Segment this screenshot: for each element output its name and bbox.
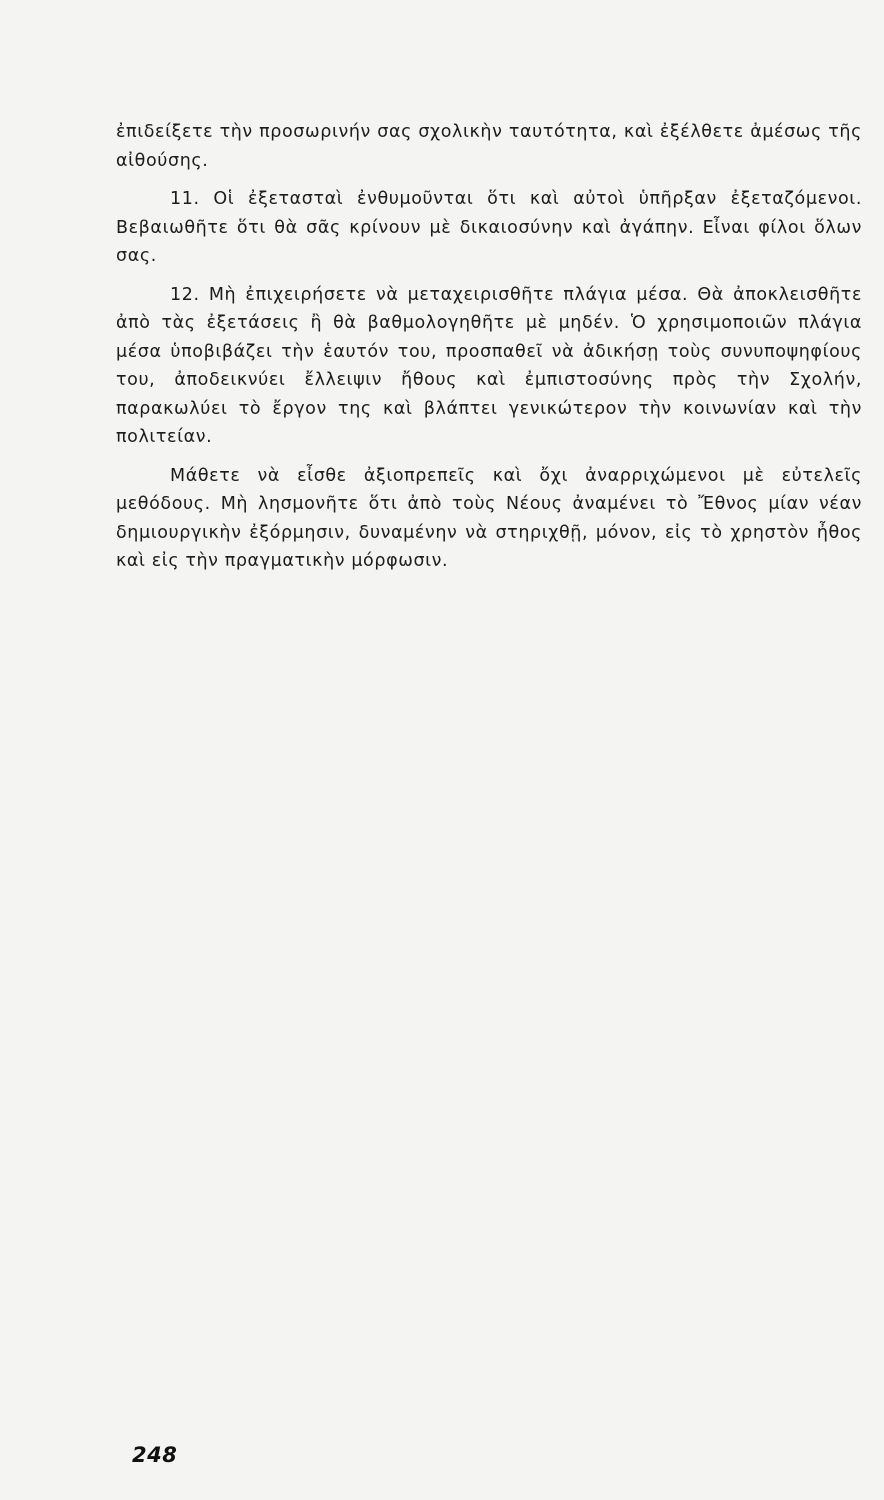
body-text (116, 118, 862, 576)
paragraph-continuation: ἐπιδείξετε τὴν προσωρινήν σας σχολικὴν ταυτότητα, καὶ ἐξέλθετε ἀμέσως τῆς αἰθούσης. (116, 122, 862, 171)
page-number: 248 (132, 1443, 178, 1467)
paragraph-item-11: 11. Οἱ ἐξετασταὶ ἐνθυμοῦνται ὅτι καὶ αὐτοὶ ὑπῆρξαν ἐξεταζόμενοι. Βεβαιωθῆτε ὅτι θὰ σᾶς κρίνουν μὲ δικαιοσύνην καὶ ἀγάπην. Εἶναι φίλοι ὅλων σας. (116, 189, 862, 266)
paragraph-closing: Μάθετε νὰ εἶσθε ἀξιοπρεπεῖς καὶ ὄχι ἀναρριχώμενοι μὲ εὐτελεῖς μεθόδους. Μὴ λησμονῆτε ὅτι ἀπὸ τοὺς Νέους ἀναμένει τὸ Ἔθνος μίαν νέαν δημιουργικὴν ἐξόρμησιν, δυναμένην νὰ στηριχθῇ, μόνον, εἰς τὸ χρηστὸν ἦθος καὶ εἰς τὴν πραγματικὴν μόρφωσιν. (116, 465, 862, 571)
paragraph-item-12: 12. Μὴ ἐπιχειρήσετε νὰ μεταχειρισθῆτε πλάγια μέσα. Θὰ ἀποκλεισθῆτε ἀπὸ τὰς ἐξετάσεις ἢ θὰ βαθμολογηθῆτε μὲ μηδέν. Ὁ χρησιμοποιῶν πλάγια μέσα ὑποβιβάζει τὴν ἑαυτόν του, προσπαθεῖ νὰ ἀδικήσῃ τοὺς συνυποψηφίους του, ἀποδεικνύει ἔλλειψιν ἤθους καὶ ἐμπιστοσύνης πρὸς τὴν Σχολήν, παρακωλύει τὸ ἔργον της καὶ βλάπτει γενικώτερον τὴν κοινωνίαν καὶ τὴν πολιτείαν. (116, 284, 862, 447)
